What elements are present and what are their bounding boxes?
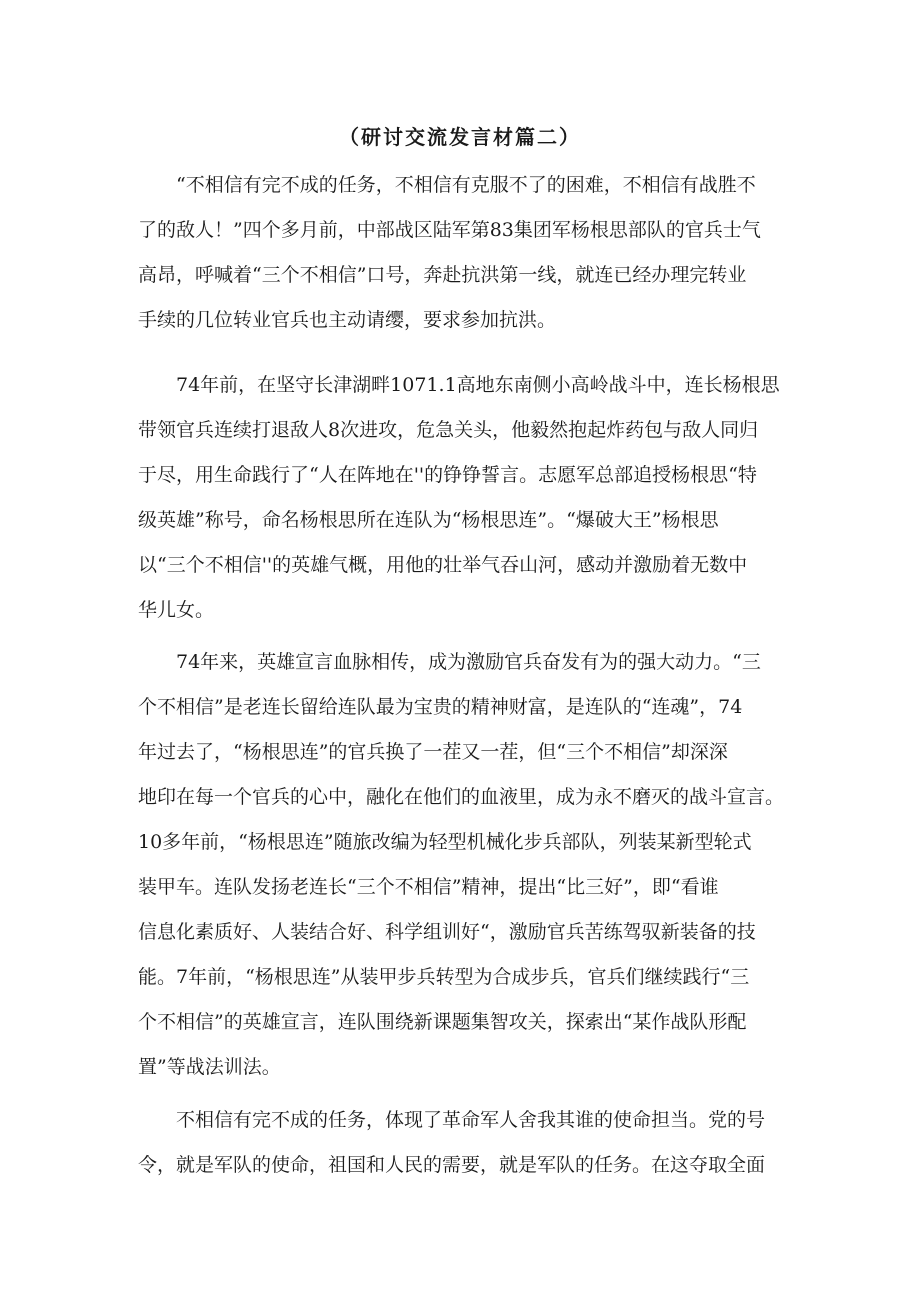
paragraph-3 — [138, 640, 798, 1090]
paragraph-2 — [138, 363, 798, 633]
paragraph-line: 年过去了，“杨根思连”的官兵换了一茬又一茬，但“三个不相信”却深深 — [138, 741, 728, 763]
paragraph-line: 个不相信”的英雄宣言，连队围绕新课题集智攻关，探索出“某作战队形配 — [138, 1011, 747, 1033]
paragraph-line: 置”等战法训法。 — [138, 1056, 281, 1078]
paragraph-line: 10多年前，“杨根思连”随旅改编为轻型机械化步兵部队，列装某新型轮式 — [138, 831, 752, 853]
paragraph-line: 不相信有完不成的任务，体现了革命军人舍我其谁的使命担当。党的号 — [176, 1109, 766, 1131]
paragraph-line: 带领官兵连续打退敌人8次进攻，危急关头，他毅然抱起炸药包与敌人同归 — [138, 419, 759, 441]
paragraph-line: 于尽，用生命践行了“人在阵地在''的铮铮誓言。志愿军总部追授杨根思“特 — [138, 464, 757, 486]
paragraph-line: 地印在每一个官兵的心中，融化在他们的血液里，成为永不磨灭的战斗宣言。 — [138, 786, 785, 808]
paragraph-line: 个不相信”是老连长留给连队最为宝贵的精神财富，是连队的“连魂”，74 — [138, 696, 743, 718]
paragraph-line: “不相信有完不成的任务，不相信有克服不了的困难，不相信有战胜不 — [176, 174, 756, 196]
paragraph-line: 74年来，英雄宣言血脉相传，成为激励官兵奋发有为的强大动力。“三 — [176, 651, 761, 673]
document-title: （研讨交流发言材篇二） — [339, 125, 581, 149]
paragraph-4 — [138, 1098, 798, 1188]
paragraph-line: 装甲车。连队发扬老连长“三个不相信”精神，提出“比三好”，即“看谁 — [138, 876, 719, 898]
paragraph-line: 令，就是军队的使命，祖国和人民的需要，就是军队的任务。在这夺取全面 — [138, 1154, 766, 1176]
paragraph-line: 手续的几位转业官兵也主动请缨，要求参加抗洪。 — [138, 309, 557, 331]
paragraph-1 — [138, 163, 798, 343]
paragraph-line: 信息化素质好、人装结合好、科学组训好“，激励官兵苦练驾驭新装备的技 — [138, 921, 756, 943]
paragraph-line: 74年前，在坚守长津湖畔1071.1高地东南侧小高岭战斗中，连长杨根思 — [176, 374, 780, 396]
paragraph-line: 能。7年前，“杨根思连”从装甲步兵转型为合成步兵，官兵们继续践行“三 — [138, 966, 750, 988]
paragraph-line: 级英雄”称号，命名杨根思所在连队为“杨根思连”。“爆破大王”杨根思 — [138, 509, 719, 531]
paragraph-line: 了的敌人！”四个多月前，中部战区陆军第83集团军杨根思部队的官兵士气 — [138, 219, 761, 241]
paragraph-line: 高昂，呼喊着“三个不相信”口号，奔赴抗洪第一线，就连已经办理完转业 — [138, 264, 747, 286]
paragraph-line: 以“三个不相信''的英雄气概，用他的壮举气吞山河，感动并激励着无数中 — [138, 554, 748, 576]
paragraph-line: 华儿女。 — [138, 599, 215, 621]
